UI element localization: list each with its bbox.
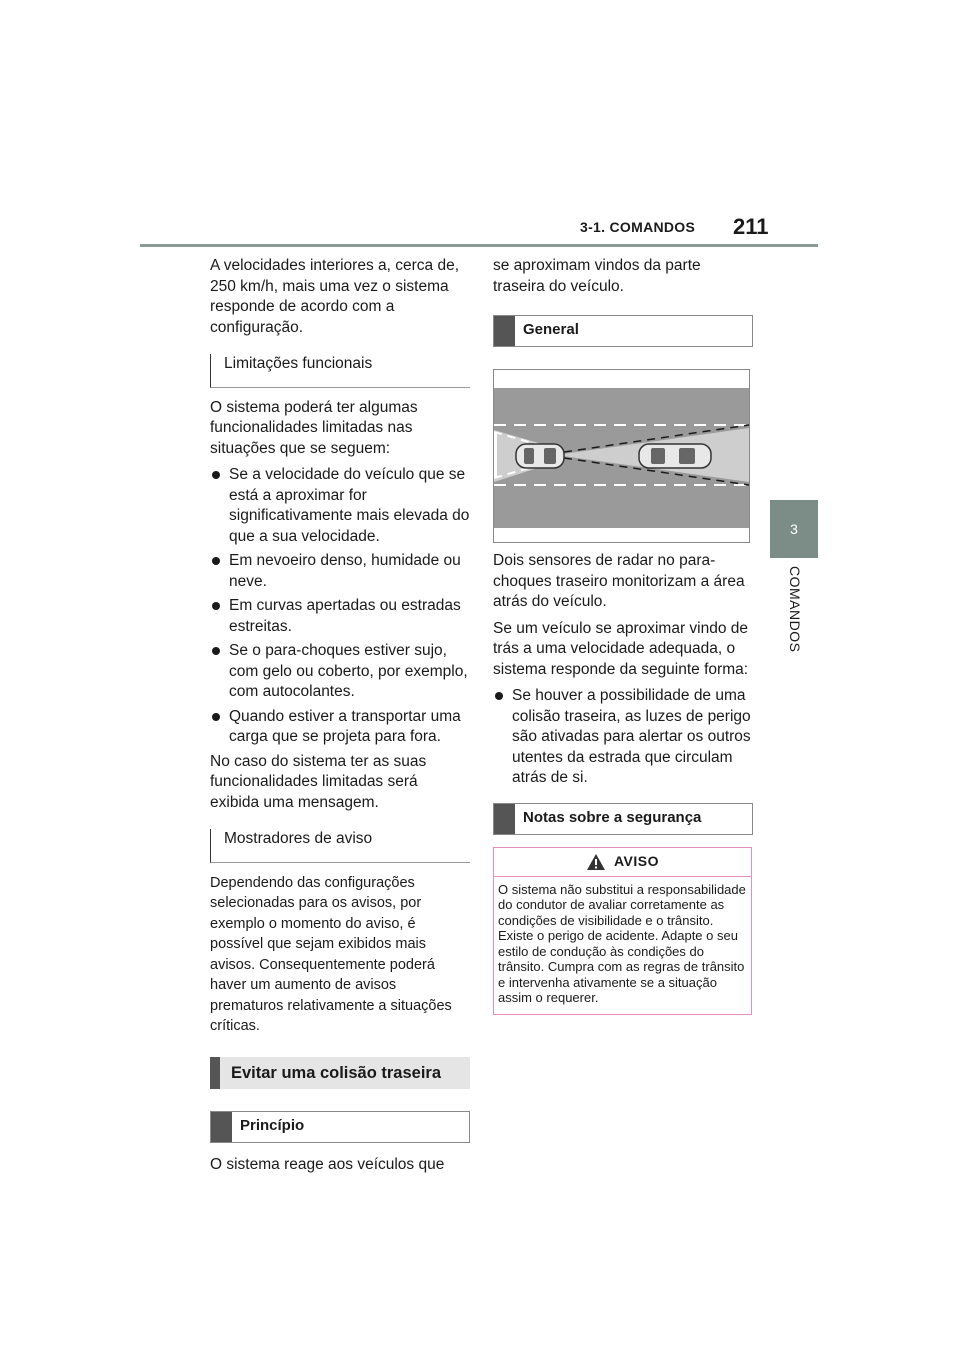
warning-text: O sistema não substitui a responsabilidade do condutor de avaliar corretamente as condições de visibilidade e o trânsito. Existe o perigo de acidente. Adapte o seu estilo de condução às condições do trânsito. Cumpra com as regras de trânsito e intervenha ativamente se a situação assim o requerer.	[498, 881, 746, 1005]
heading-accent-bar	[494, 804, 515, 834]
principle-heading	[210, 1111, 470, 1143]
chapter-tab	[770, 500, 818, 558]
list-item-text: Se o para-choques estiver sujo, com gelo ou coberto, por exemplo, com autocolantes.	[229, 642, 468, 700]
own-car-icon	[516, 444, 564, 468]
header-rule	[140, 244, 818, 247]
bullet-icon	[212, 471, 220, 479]
limitations-heading: Limitações funcionais	[210, 354, 470, 388]
road-edge	[494, 432, 497, 478]
list-item-text: Se a velocidade do veículo que se está a aproximar for significativamente mais elevada do que a sua velocidade.	[229, 466, 470, 545]
warning-triangle-icon	[586, 853, 606, 871]
intro-paragraph: A velocidades interiores a, cerca de, 250 km/h, mais uma vez o sistema responde de acordo com a configuração.	[210, 257, 459, 336]
chapter-number: 3	[790, 521, 798, 537]
bullet-icon	[212, 713, 220, 721]
continuation-paragraph: se aproximam vindos da parte traseira do veículo.	[493, 257, 701, 295]
left-column	[210, 256, 470, 1182]
general-heading	[493, 315, 753, 347]
principle-heading-text: Princípio	[240, 1117, 305, 1134]
warning-box	[493, 847, 752, 1015]
limitations-intro: O sistema poderá ter algumas funcionalidades limitadas nas situações que se seguem:	[210, 398, 418, 457]
heading-accent-bar	[494, 316, 515, 346]
safety-heading-text: Notas sobre a segurança	[523, 808, 702, 826]
right-column	[493, 256, 753, 1015]
list-item-text: Quando estiver a transportar uma carga que se projeta para fora.	[229, 707, 461, 745]
running-header: 3-1. COMANDOS	[580, 219, 696, 235]
list-item	[210, 641, 470, 703]
list-item	[210, 707, 470, 748]
limitations-outro: No caso do sistema ter as suas funcionalidades limitadas será exibida uma mensagem.	[210, 752, 427, 811]
list-item-text: Em nevoeiro denso, humidade ou neve.	[229, 552, 461, 590]
principle-paragraph: O sistema reage aos veículos que	[210, 1156, 445, 1173]
list-item-text: Em curvas apertadas ou estradas estreitas.	[229, 597, 461, 635]
bullet-icon	[495, 692, 503, 700]
bullet-icon	[212, 602, 220, 610]
bullet-icon	[212, 647, 220, 655]
warnings-paragraph: Dependendo das configurações selecionadas para os avisos, por exemplo o momento do aviso, é possível que sejam exibidos mais avisos. Consequentemente poderá haver um aumento de avisos prematuros relativamente a situações críticas.	[210, 874, 452, 1034]
response-intro: Se um veículo se aproximar vindo de trás a uma velocidade adequada, o sistema responde da seguinte forma:	[493, 619, 749, 678]
list-item	[210, 465, 470, 547]
chapter-label: COMANDOS	[787, 566, 803, 653]
list-item	[493, 686, 753, 789]
list-item	[210, 596, 470, 637]
general-heading-text: General	[523, 321, 579, 338]
warning-header	[494, 848, 751, 877]
response-list	[493, 686, 753, 789]
road-diagram	[494, 370, 749, 542]
list-item-text: Se houver a possibilidade de uma colisão traseira, as luzes de perigo são ativadas para alertar os outros utentes da estrada que circulam atrás de si.	[512, 687, 751, 786]
heading-accent-bar	[211, 1112, 232, 1142]
list-item	[210, 551, 470, 592]
safety-heading	[493, 803, 753, 835]
bullet-icon	[212, 557, 220, 565]
section-title: Evitar uma colisão traseira	[210, 1057, 470, 1090]
warnings-heading: Mostradores de aviso	[210, 829, 470, 863]
sensors-paragraph: Dois sensores de radar no para-choques traseiro monitorizam a área atrás do veículo.	[493, 552, 745, 610]
warning-title: AVISO	[613, 853, 660, 870]
page-number: 211	[733, 214, 769, 239]
limitations-list	[210, 465, 470, 748]
approaching-car-icon	[639, 444, 711, 468]
radar-illustration	[493, 369, 750, 543]
